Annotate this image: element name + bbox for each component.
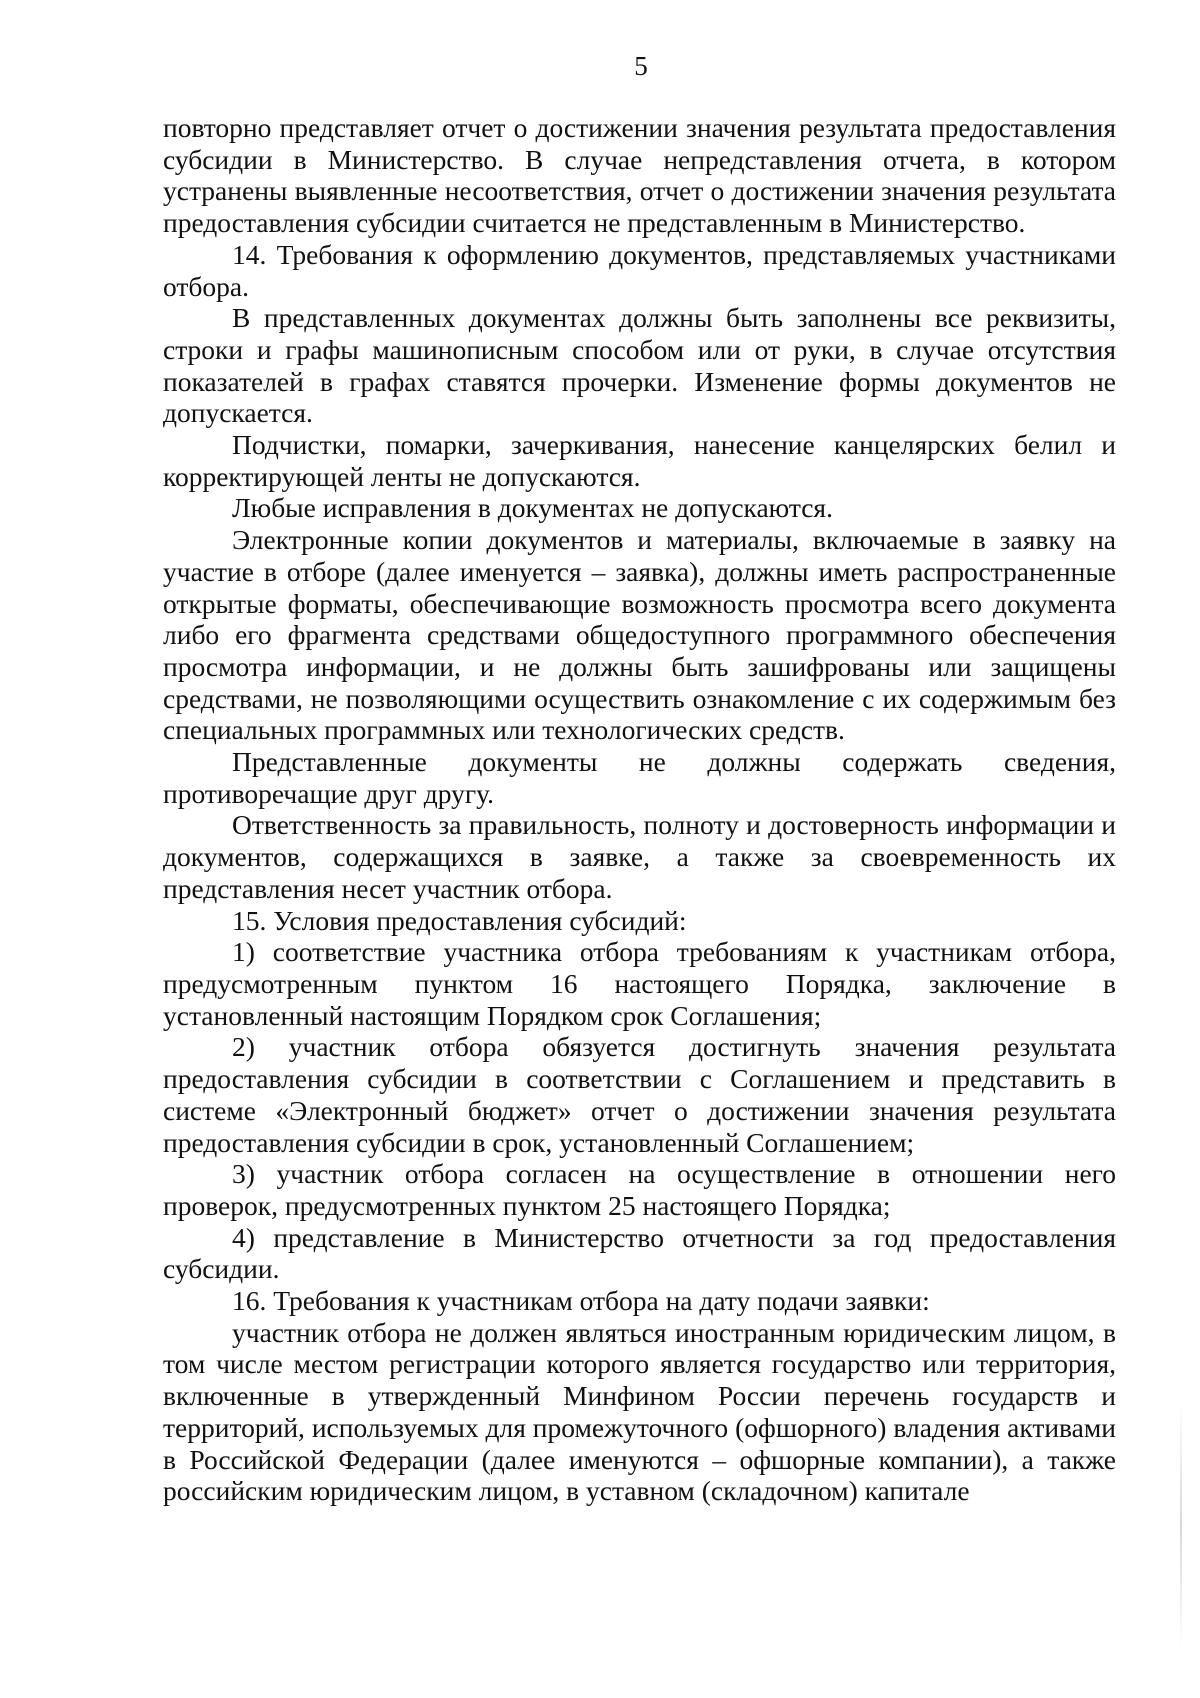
- paragraph-section-14-heading: 14. Требования к оформлению документов, представляемых участниками отбора.: [163, 238, 1116, 302]
- paragraph-electronic-copies: Электронные копии документов и материалы, включаемые в заявку на участие в отборе (далее именуется – заявка), должны иметь распространенные открытые форматы, обеспечивающие возможность просмотра всего документа либо его фрагмента средствами общедоступного программного обеспечения просмотра информации, и не должны быть зашифрованы или защищены средствами, не позволяющими осуществить ознакомление с их содержимым без специальных программных или технологических средств.: [163, 524, 1116, 746]
- scan-edge-artifact: [1180, 1400, 1182, 1650]
- paragraph-requirement-foreign-entity: участник отбора не должен являться иностранным юридическим лицом, в том числе местом регистрации которого является государство или территория, включенные в утвержденный Минфином России перечень государств и территорий, используемых для промежуточного (офшорного) владения активами в Российской Федерации (далее именуются – офшорные компании), а также российским юридическим лицом, в уставном (складочном) капитале: [163, 1316, 1116, 1507]
- page-number: 5: [634, 51, 648, 81]
- document-body: [163, 112, 1116, 1507]
- paragraph-condition-1: 1) соответствие участника отбора требованиям к участникам отбора, предусмотренным пунктом 16 настоящего Порядка, заключение в установленный настоящим Порядком срок Соглашения;: [163, 936, 1116, 1031]
- paragraph-no-erasures: Подчистки, помарки, зачеркивания, нанесение канцелярских белил и корректирующей ленты не допускаются.: [163, 429, 1116, 492]
- paragraph-section-16-heading: 16. Требования к участникам отбора на дату подачи заявки:: [232, 1285, 930, 1317]
- paragraph-section-15-heading: 15. Условия предоставления субсидий:: [232, 904, 687, 936]
- paragraph-condition-2: 2) участник отбора обязуется достигнуть значения результата предоставления субсидии в соответствии с Соглашением и представить в системе «Электронный бюджет» отчет о достижении значения результата предоставления субсидии в срок, установленный Соглашением;: [163, 1031, 1116, 1158]
- paragraph-condition-4: 4) представление в Министерство отчетности за год предоставления субсидии.: [163, 1221, 1116, 1285]
- paragraph-no-corrections: Любые исправления в документах не допускаются.: [232, 492, 833, 524]
- paragraph-responsibility: Ответственность за правильность, полноту и достоверность информации и документов, содержащихся в заявке, а также за своевременность их представления несет участник отбора.: [163, 809, 1116, 904]
- paragraph-no-contradictions: Представленные документы не должны содержать сведения, противоречащие друг другу.: [163, 746, 1116, 809]
- paragraph-document-requisites: В представленных документах должны быть заполнены все реквизиты, строки и графы машинописным способом или от руки, в случае отсутствия показателей в графах ставятся прочерки. Изменение формы документов не допускается.: [163, 302, 1116, 429]
- paragraph-report-continuation: повторно представляет отчет о достижении значения результата предоставления субсидии в Министерство. В случае непредставления отчета, в котором устранены выявленные несоответствия, отчет о достижении значения результата предоставления субсидии считается не представленным в Министерство.: [163, 112, 1116, 239]
- paragraph-condition-3: 3) участник отбора согласен на осуществление в отношении него проверок, предусмотренных пунктом 25 настоящего Порядка;: [163, 1158, 1116, 1221]
